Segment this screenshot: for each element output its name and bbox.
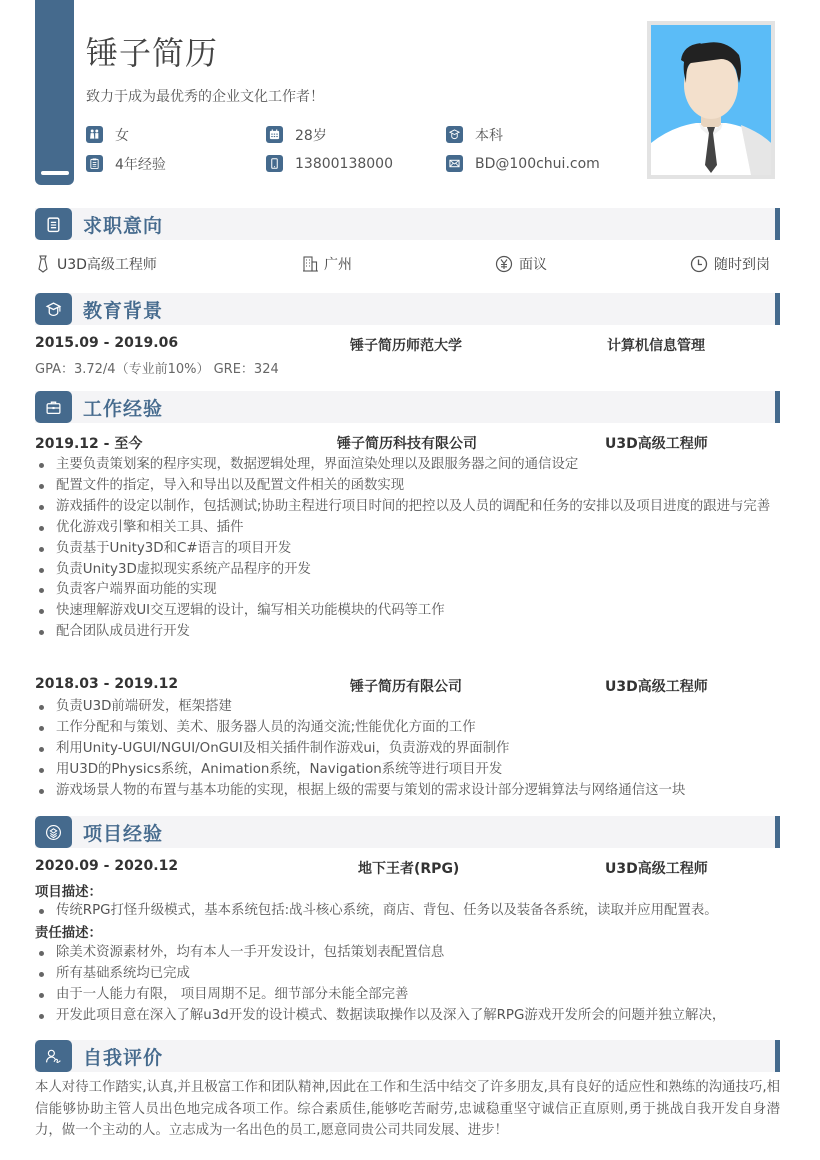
info-phone-value[interactable]: 13800138000	[295, 155, 393, 172]
list-item: 用U3D的Physics系统，Animation系统，Navigation系统等进行项目开发	[35, 760, 780, 781]
user-sign-icon	[35, 1040, 72, 1072]
info-row	[86, 149, 626, 178]
briefcase-icon	[35, 391, 72, 423]
work-bullets	[35, 697, 780, 802]
intent-row	[35, 254, 780, 276]
intent-city-value: 广州	[324, 257, 352, 273]
work-bullets	[35, 455, 780, 643]
list-item: 游戏场景人物的布置与基本功能的实现，根据上级的需要与策划的需求设计部分逻辑算法与网络通信这一块	[35, 781, 780, 802]
education-detail: GPA：3.72/4（专业前10%） GRE：324	[35, 362, 279, 377]
gender-icon	[86, 126, 103, 143]
project-period: 2020.09 - 2020.12	[35, 858, 179, 874]
list-item: 工作分配和与策划、美术、服务器人员的沟通交流;性能优化方面的工作	[35, 718, 780, 739]
project-duty-label: 责任描述：	[35, 926, 102, 941]
avatar-illustration	[651, 25, 771, 175]
yen-icon	[495, 255, 513, 273]
accent-bar-dash	[41, 171, 69, 175]
education-major: 计算机信息管理	[607, 338, 705, 354]
section-header-intent	[35, 208, 780, 240]
intent-availability	[690, 254, 770, 274]
section-title: 求职意向	[83, 214, 164, 237]
intent-availability-value: 随时到岗	[714, 257, 770, 273]
intent-city	[302, 254, 352, 274]
list-item: 开发此项目意在深入了解u3d开发的设计模式、数据读取操作以及深入了解RPG游戏开发所会的问题并独立解决，	[35, 1006, 780, 1027]
work-period: 2018.03 - 2019.12	[35, 676, 179, 692]
info-row	[86, 120, 626, 149]
section-title: 工作经验	[83, 397, 164, 420]
list-item: 传统RPG打怪升级模式，基本系统包括:战斗核心系统，商店、背包、任务以及装备各系统，读取并应用配置表。	[35, 901, 780, 922]
work-company: 锤子简历科技有限公司	[337, 436, 477, 452]
education-entry-header	[35, 335, 780, 355]
info-age	[266, 125, 446, 145]
info-email	[446, 155, 626, 172]
section-title: 项目经验	[83, 822, 164, 845]
education-period: 2015.09 - 2019.06	[35, 335, 179, 351]
list-item: 利用Unity-UGUI/NGUI/OnGUI及相关插件制作游戏ui，负责游戏的界面制作	[35, 739, 780, 760]
basic-info	[86, 120, 626, 178]
calendar-icon	[266, 126, 283, 143]
layers-icon	[35, 816, 72, 848]
section-header-education	[35, 293, 780, 325]
section-title: 自我评价	[83, 1046, 164, 1069]
section-header-work	[35, 391, 780, 423]
work-entry-header	[35, 433, 780, 453]
intent-salary	[495, 254, 547, 274]
header-accent-bar	[35, 0, 74, 185]
project-entry-header	[35, 858, 780, 878]
resume-name: 锤子简历	[86, 34, 219, 72]
work-period: 2019.12 - 至今	[35, 436, 143, 452]
info-degree-value: 本科	[475, 127, 503, 144]
avatar	[647, 21, 775, 179]
list-item: 主要负责策划案的程序实现，数据逻辑处理，界面渲染处理以及跟服务器之间的通信设定	[35, 455, 780, 476]
tie-icon	[35, 255, 51, 273]
list-item: 负责U3D前端研发，框架搭建	[35, 697, 780, 718]
section-title: 教育背景	[83, 299, 164, 322]
graduation-cap-icon	[35, 293, 72, 325]
clock-icon	[690, 255, 708, 273]
building-icon	[302, 255, 318, 273]
info-age-value: 28岁	[295, 127, 327, 144]
project-desc-bullets	[35, 901, 780, 922]
list-item: 所有基础系统均已完成	[35, 964, 780, 985]
list-item: 优化游戏引擎和相关工具、插件	[35, 518, 780, 539]
work-role: U3D高级工程师	[605, 436, 708, 452]
info-experience	[86, 154, 266, 174]
work-role: U3D高级工程师	[605, 679, 708, 695]
info-phone	[266, 155, 446, 172]
education-school: 锤子简历师范大学	[350, 338, 462, 354]
list-item: 由于一人能力有限， 项目周期不足。细节部分未能全部完善	[35, 985, 780, 1006]
intent-position	[35, 254, 157, 274]
work-company: 锤子简历有限公司	[350, 679, 462, 695]
mail-icon	[446, 155, 463, 172]
project-role: U3D高级工程师	[605, 861, 708, 877]
clipboard-icon	[35, 208, 72, 240]
info-experience-value: 4年经验	[115, 156, 166, 173]
work-entry-header	[35, 676, 780, 696]
list-item: 配置文件的指定，导入和导出以及配置文件相关的函数实现	[35, 476, 780, 497]
phone-icon	[266, 155, 283, 172]
self-eval-text: 本人对待工作踏实,认真,并且极富工作和团队精神,因此在工作和生活中结交了许多朋友,具有良好的适应性和熟练的沟通技巧,相信能够协助主管人员出色地完成各项工作。综合素质佳,能够吃苦耐劳,忠诚稳重坚守诚信正直原则,勇于挑战自我开发自身潜力，做一个主动的人。立志成为一名出色的员工,愿意同贵公司共同发展、进步！	[35, 1080, 780, 1138]
list-item: 除美术资源素材外，均有本人一手开发设计，包括策划表配置信息	[35, 943, 780, 964]
section-header-self-eval	[35, 1040, 780, 1072]
info-gender-value: 女	[115, 127, 129, 144]
project-desc-label: 项目描述：	[35, 885, 102, 900]
project-duty-bullets	[35, 943, 780, 1027]
section-header-projects	[35, 816, 780, 848]
graduation-cap-icon	[446, 126, 463, 143]
list-item: 负责Unity3D虚拟现实系统产品程序的开发	[35, 560, 780, 581]
clipboard-icon	[86, 155, 103, 172]
list-item: 游戏插件的设定以制作，包括测试;协助主程进行项目时间的把控以及人员的调配和任务的安排以及项目进度的跟进与完善	[35, 497, 780, 518]
intent-salary-value: 面议	[519, 257, 547, 273]
list-item: 快速理解游戏UI交互逻辑的设计，编写相关功能模块的代码等工作	[35, 601, 780, 622]
list-item: 负责基于Unity3D和C#语言的项目开发	[35, 539, 780, 560]
intent-position-value: U3D高级工程师	[57, 257, 157, 273]
info-gender	[86, 125, 266, 145]
list-item: 负责客户端界面功能的实现	[35, 580, 780, 601]
resume-motto: 致力于成为最优秀的企业文化工作者！	[86, 89, 324, 105]
list-item: 配合团队成员进行开发	[35, 622, 780, 643]
project-name: 地下王者(RPG)	[358, 861, 460, 877]
info-email-value[interactable]: BD@100chui.com	[475, 155, 600, 172]
info-degree	[446, 125, 626, 145]
